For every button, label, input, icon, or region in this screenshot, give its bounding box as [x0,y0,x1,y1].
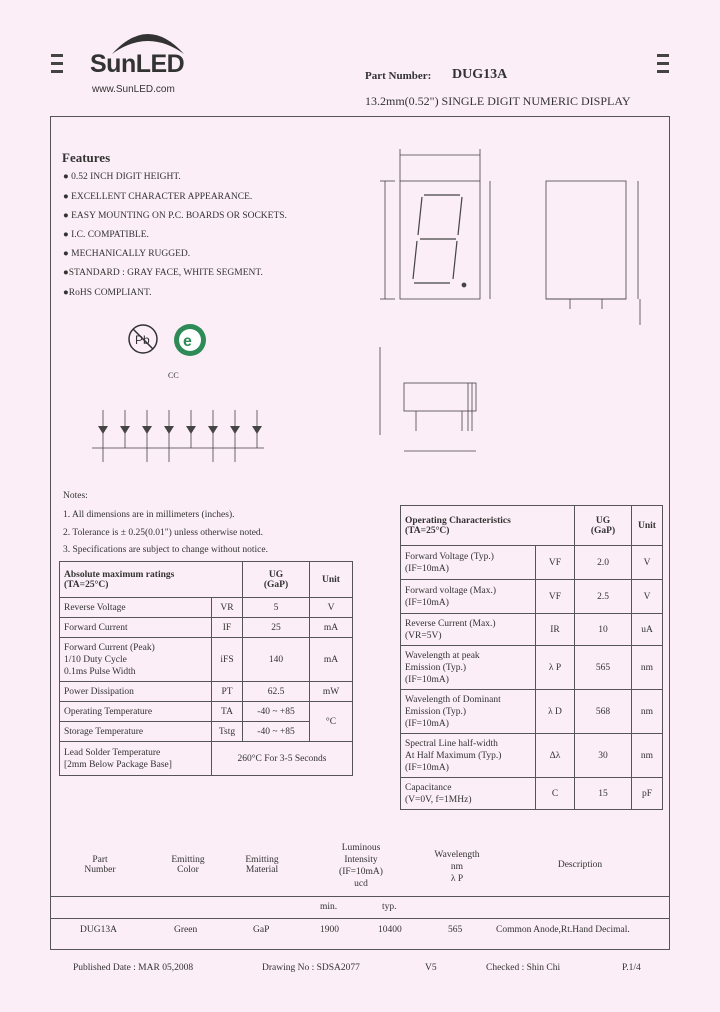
intensity-min-cell: 1900 [320,925,339,935]
table-row: Forward Current (Peak) 1/10 Duty Cycle 0.1ms Pulse Width iFS 140 mA [60,638,353,682]
circuit-diagram [88,404,268,470]
checked-by: Checked : Shin Chi [486,963,561,973]
note-item: 1. All dimensions are in millimeters (inches). [63,510,235,520]
col-header-ug: UG (GaP) [575,506,632,546]
sub-header-min: min. [320,902,338,912]
drawing-number: Drawing No : SDSA2077 [262,963,360,973]
description-cell: Common Anode,Rt.Hand Decimal. [496,925,630,935]
intensity-typ-cell: 10400 [378,925,402,935]
table-row: Wavelength of Dominant Emission (Typ.) (IF=10mA) λ D 568 nm [401,690,663,734]
version: V5 [425,963,437,973]
table-row: Wavelength at peak Emission (Typ.) (IF=10mA) λ P 565 nm [401,646,663,690]
table-row: Operating Temperature TA -40 ~ +85 °C [60,702,353,722]
corner-bar [51,54,63,57]
table-row: Power Dissipation PT 62.5 mW [60,682,353,702]
brand-logo: SunLED [90,50,185,78]
document-subtitle: 13.2mm(0.52") SINGLE DIGIT NUMERIC DISPLAY [365,94,631,108]
table-row: Lead Solder Temperature [2mm Below Package Base] 260°C For 3-5 Seconds [60,742,353,776]
part-number-label: Part Number: [365,70,432,82]
corner-bar [657,62,669,65]
brand-url[interactable]: www.SunLED.com [92,84,175,95]
feature-item: ● EXCELLENT CHARACTER APPEARANCE. [63,192,253,202]
table-row: Reverse Current (Max.) (VR=5V) IR 10 uA [401,614,663,646]
dimension-drawing [360,135,670,465]
feature-item: ● I.C. COMPATIBLE. [63,230,149,240]
table-row: Forward Voltage (Typ.) (IF=10mA) VF 2.0 V [401,546,663,580]
table-row: Capacitance (V=0V, f=1MHz) C 15 pF [401,778,663,810]
col-header-material: Emitting Material [245,855,279,875]
pb-free-icon [126,322,160,356]
table-title: Absolute maximum ratings (TA=25°C) [60,562,243,598]
corner-bar [51,70,63,73]
col-header-color: Emitting Color [171,855,205,875]
table-title: Operating Characteristics (TA=25°C) [401,506,575,546]
col-header-part: Part Number [84,855,116,875]
operating-characteristics-table [400,505,663,810]
wavelength-cell: 565 [448,925,463,935]
sub-header-typ: typ. [382,902,397,912]
note-item: 3. Specifications are subject to change without notice. [63,545,268,555]
col-header-unit: Unit [310,562,353,598]
notes-title: Notes: [63,491,88,501]
feature-item: ●STANDARD : GRAY FACE, WHITE SEGMENT. [63,268,263,278]
svg-text:e: e [183,333,192,350]
rohs-e-icon [172,322,208,358]
table-row: Spectral Line half-width At Half Maximum (Typ.) (IF=10mA) Δλ 30 nm [401,734,663,778]
corner-bar [657,54,669,57]
table-row: Storage Temperature Tstg -40 ~ +85 [60,722,353,742]
table-row: Forward voltage (Max.) (IF=10mA) VF 2.5 V [401,580,663,614]
col-header-wavelength: Wavelength nm λ P [434,850,480,884]
svg-text:Pb: Pb [135,333,150,347]
corner-bar [51,62,63,65]
feature-item: ● 0.52 INCH DIGIT HEIGHT. [63,172,181,182]
note-item: 2. Tolerance is ± 0.25(0.01") unless otherwise noted. [63,528,264,538]
feature-item: ● MECHANICALLY RUGGED. [63,249,191,259]
table-divider [50,918,670,919]
features-title: Features [62,150,111,165]
table-row: Reverse Voltage VR 5 V [60,598,353,618]
page-number: P.1/4 [622,963,641,973]
circuit-label: CC [168,371,179,380]
table-divider [50,896,670,897]
part-number-cell: DUG13A [80,925,117,935]
table-row: Forward Current IF 25 mA [60,618,353,638]
col-header-intensity: Luminous Intensity (IF=10mA) ucd [339,843,383,889]
col-header-ug: UG (GaP) [243,562,310,598]
color-cell: Green [174,925,198,935]
material-cell: GaP [253,925,270,935]
feature-item: ● EASY MOUNTING ON P.C. BOARDS OR SOCKETS. [63,211,287,221]
absolute-ratings-table [59,561,353,776]
col-header-description: Description [557,860,603,870]
corner-bar [657,70,669,73]
part-number: DUG13A [452,67,508,82]
col-header-unit: Unit [632,506,663,546]
published-date: Published Date : MAR 05,2008 [73,963,194,973]
feature-item: ●RoHS COMPLIANT. [63,288,152,298]
